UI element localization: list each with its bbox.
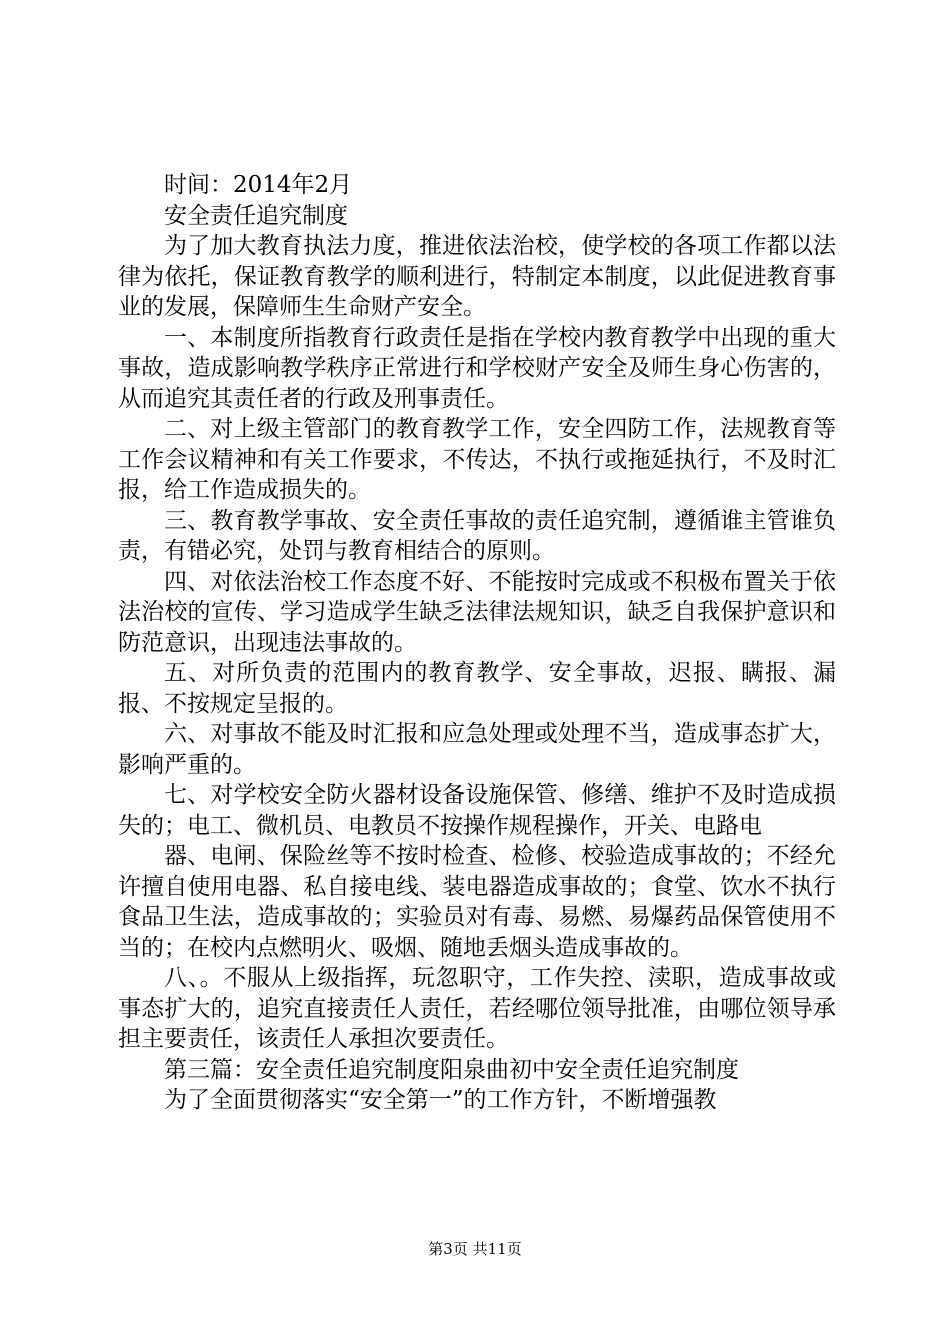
clause-5: 五、对所负责的范围内的教育教学、安全事故，迟报、瞒报、漏报、不按规定呈报的。 <box>118 660 836 717</box>
clause-4: 四、对依法治校工作态度不好、不能按时完成或不积极布置关于依法治校的宣传、学习造成学生缺乏法律法规知识，缺乏自我保护意识和防范意识，出现违法事故的。 <box>118 568 836 656</box>
clause-6: 六、对事故不能及时汇报和应急处理或处理不当，造成事态扩大，影响严重的。 <box>118 721 836 778</box>
intro-paragraph: 为了加大教育执法力度，推进依法治校，使学校的各项工作都以法律为依托，保证教育教学的顺利进行，特制定本制度，以此促进教育事业的发展，保障师生生命财产安全。 <box>118 233 836 320</box>
clause-1: 一、本制度所指教育行政责任是指在学校内教育教学中出现的重大事故，造成影响教学秩序正常进行和学校财产安全及师生身心伤害的，从而追究其责任者的行政及刑事责任。 <box>118 324 836 412</box>
clause-7-continued: 器、电闸、保险丝等不按时检查、检修、校验造成事故的；不经允许擅自使用电器、私自接电线、装电器造成事故的；食堂、饮水不执行食品卫生法，造成事故的；实验员对有毒、易燃、易爆药品保管使用不当的；在校内点燃明火、吸烟、随地丢烟头造成事故的。 <box>118 843 836 961</box>
date-line: 时间：2014年2月 <box>164 172 353 198</box>
clause-8: 八、。不服从上级指挥，玩忽职守，工作失控、渎职，造成事故或事态扩大的，追究直接责任人责任，若经哪位领导批准，由哪位领导承担主要责任，该责任人承担次要责任。 <box>118 965 836 1052</box>
part-three-heading: 第三篇：安全责任追究制度阳泉曲初中安全责任追究制度 <box>164 1056 739 1083</box>
part-three-intro: 为了全面贯彻落实“安全第一”的工作方针，不断增强教 <box>164 1087 717 1113</box>
clause-7: 七、对学校安全防火器材设备设施保管、修缮、维护不及时造成损失的；电工、微机员、电教员不按操作规程操作，开关、电路电 <box>118 782 836 839</box>
clause-2: 二、对上级主管部门的教育教学工作，安全四防工作，法规教育等工作会议精神和有关工作要求，不传达，不执行或拖延执行，不及时汇报，给工作造成损失的。 <box>118 416 836 503</box>
document-body <box>118 170 836 1116</box>
clause-3: 三、教育教学事故、安全责任事故的责任追究制，遵循谁主管谁负责，有错必究，处罚与教育相结合的原则。 <box>118 507 836 564</box>
page-footer: 第3页 共11页 <box>428 1240 522 1258</box>
section-title: 安全责任追究制度 <box>164 202 348 229</box>
